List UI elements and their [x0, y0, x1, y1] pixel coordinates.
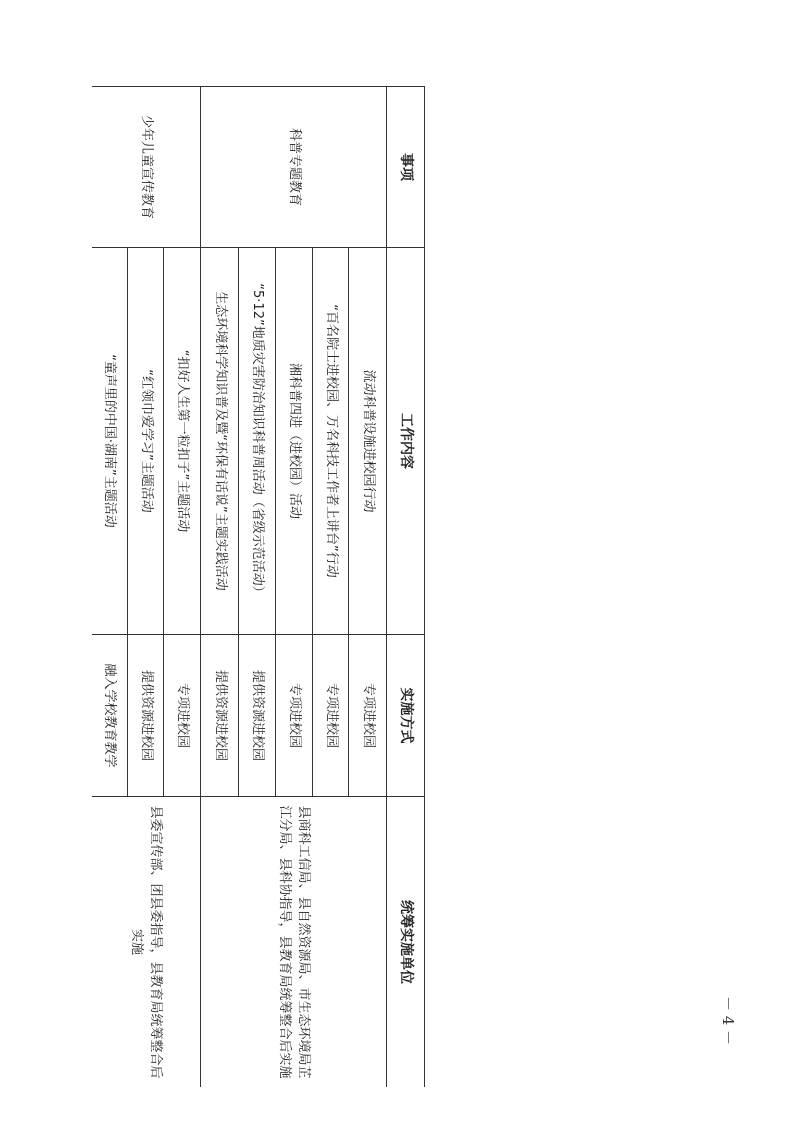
content-cell: “红领巾爱学习”主题活动: [128, 248, 164, 635]
content-cell: 流动科普设施进校园行动: [349, 248, 387, 635]
header-item: 事项: [387, 87, 425, 248]
category-cell: 少年儿童宣传教育: [92, 87, 201, 248]
header-organizer: 统筹实施单位: [387, 797, 425, 1088]
table-header-row: [387, 87, 425, 1088]
method-cell: 专项进校园: [276, 635, 313, 797]
content-cell: “5·12”地质灾害防治知识科普周活动（省级示范活动）: [239, 248, 276, 635]
method-cell: 提供资源进校园: [239, 635, 276, 797]
page-number: － 4 －: [719, 995, 738, 1046]
work-plan-table: [92, 86, 425, 1087]
header-content: 工作内容: [387, 248, 425, 635]
table-row: [349, 87, 387, 1088]
method-cell: 融入学校教育教学: [92, 635, 128, 797]
method-cell: 专项进校园: [164, 635, 201, 797]
rotated-table-frame: [92, 86, 425, 1087]
content-cell: 生态环境科学知识普及暨“环保有话说”主题实践活动: [201, 248, 239, 635]
organizer-cell: 县商科工信局、县自然资源局、市生态环境局芷江分局、县科协指导，县教育局统筹整合后实施: [201, 797, 387, 1088]
table-container: [92, 86, 425, 1087]
method-cell: 提供资源进校园: [201, 635, 239, 797]
header-method: 实施方式: [387, 635, 425, 797]
method-cell: 专项进校园: [313, 635, 349, 797]
category-cell: 科普专题教育: [201, 87, 387, 248]
content-cell: “童声里的中国·湖南”主题活动: [92, 248, 128, 635]
organizer-cell: 县委宣传部、团县委指导，县教育局统筹整合后实施: [92, 797, 201, 1088]
content-cell: 湘科普四进（进校园）活动: [276, 248, 313, 635]
method-cell: 专项进校园: [349, 635, 387, 797]
table-row: [164, 87, 201, 1088]
content-cell: “百名院士进校园、万名科技工作者上讲台”行动: [313, 248, 349, 635]
method-cell: 提供资源进校园: [128, 635, 164, 797]
content-cell: “扣好人生第一粒扣子”主题活动: [164, 248, 201, 635]
